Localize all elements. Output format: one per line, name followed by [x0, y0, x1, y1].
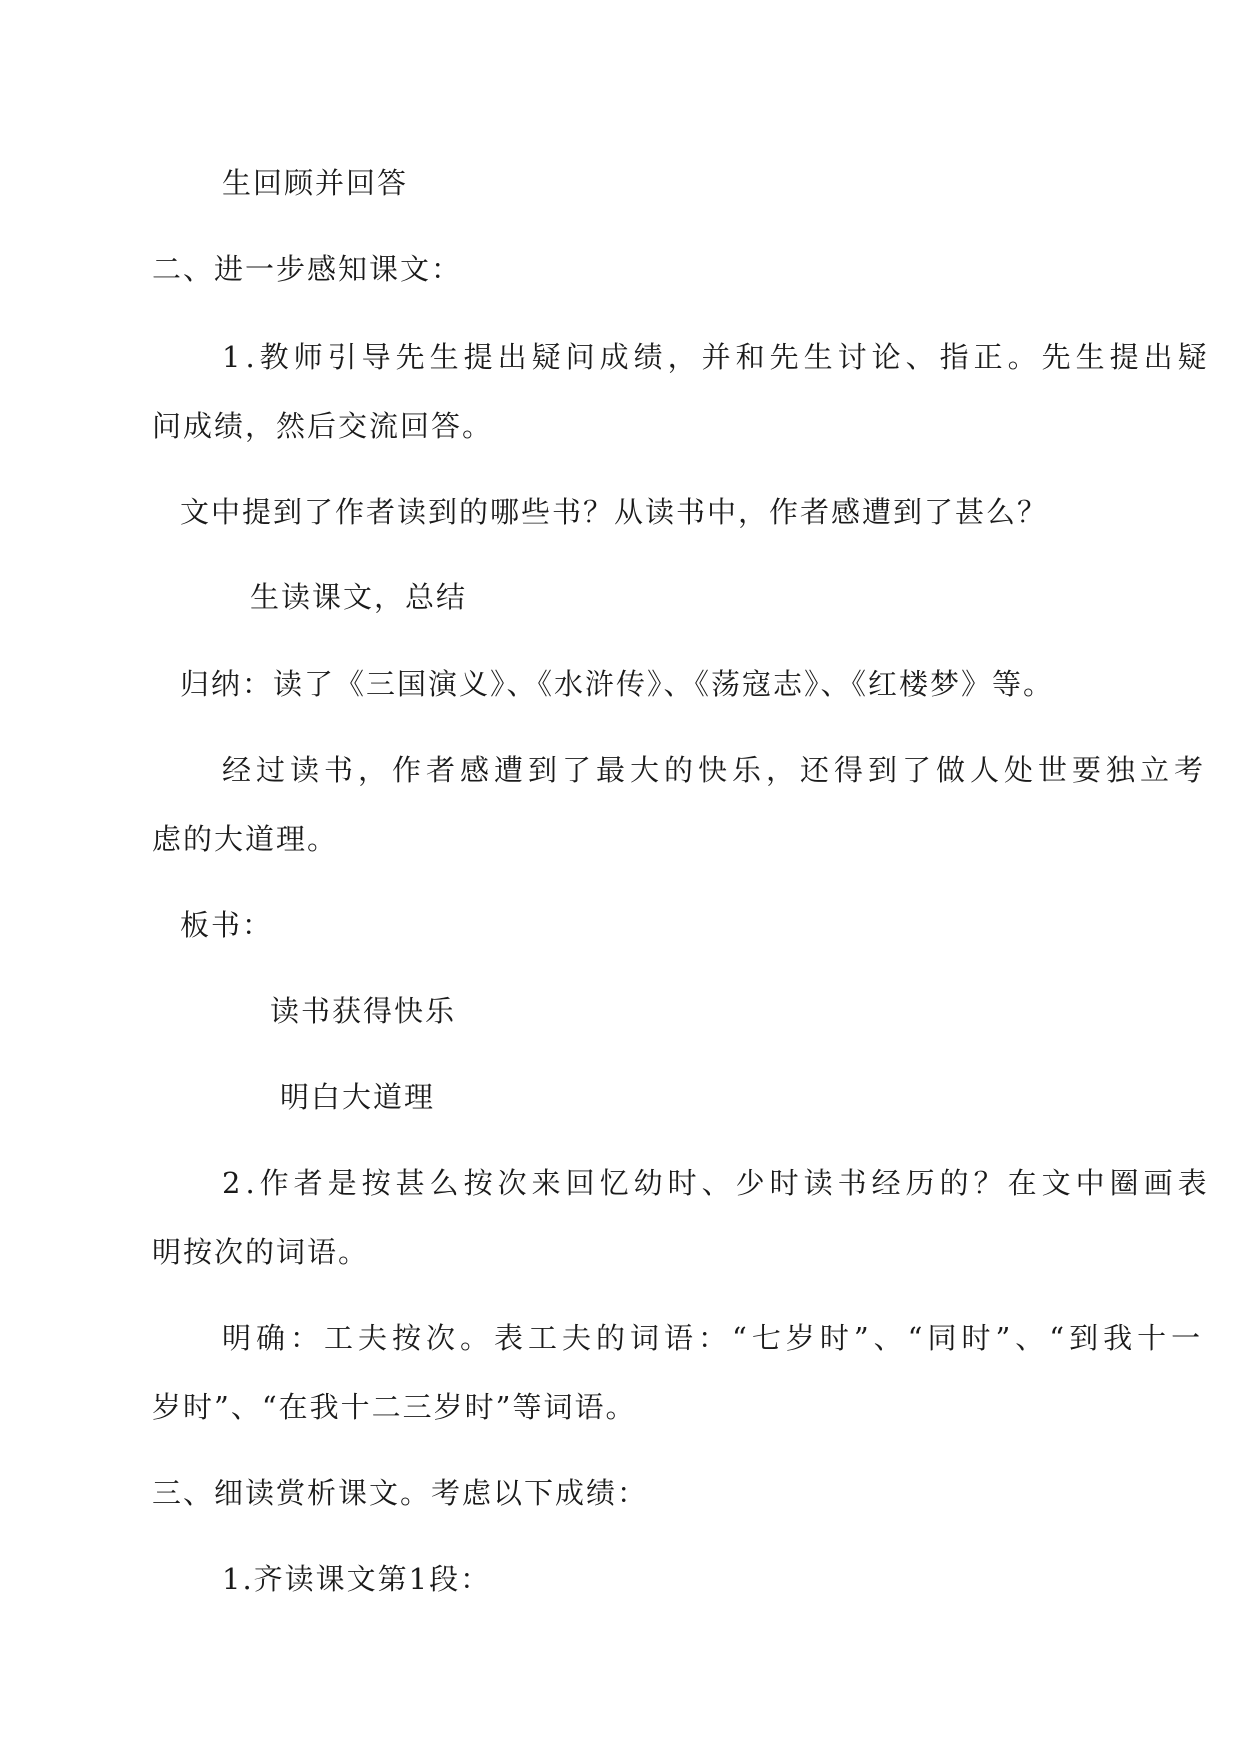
board-text: 读书获得快乐: [270, 994, 457, 1028]
text-line: 板书：: [180, 908, 274, 942]
text-line: 虑的大道理。: [152, 822, 339, 856]
section-heading: 二、进一步感知课文：: [152, 252, 463, 286]
text-line: 文中提到了作者读到的哪些书？从读书中，作者感遭到了甚么？: [180, 495, 1049, 529]
text-line: 岁时”、“在我十二三岁时”等词语。: [152, 1390, 637, 1424]
text-line: 2.作者是按甚么按次来回忆幼时、少时读书经历的？在文中圈画表: [222, 1166, 1212, 1200]
text-line: 问成绩，然后交流回答。: [152, 409, 494, 443]
text-line: 1.教师引导先生提出疑问成绩，并和先生讨论、指正。先生提出疑: [222, 340, 1212, 374]
text-line: 归纳：读了《三国演义》、《水浒传》、《荡寇志》、《红楼梦》等。: [180, 667, 1055, 701]
section-heading: 三、细读赏析课文。考虑以下成绩：: [152, 1476, 649, 1510]
text-line: 1.齐读课文第1段：: [222, 1562, 492, 1596]
text-line: 明确：工夫按次。表工夫的词语：“七岁时”、“同时”、“到我十一: [222, 1321, 1206, 1355]
text-line: 生读课文，总结: [250, 580, 468, 614]
text-line: 经过读书，作者感遭到了最大的快乐，还得到了做人处世要独立考: [222, 753, 1209, 787]
text-line: 生回顾并回答: [222, 166, 409, 200]
text-line: 明按次的词语。: [152, 1235, 370, 1269]
board-text: 明白大道理: [280, 1080, 436, 1114]
